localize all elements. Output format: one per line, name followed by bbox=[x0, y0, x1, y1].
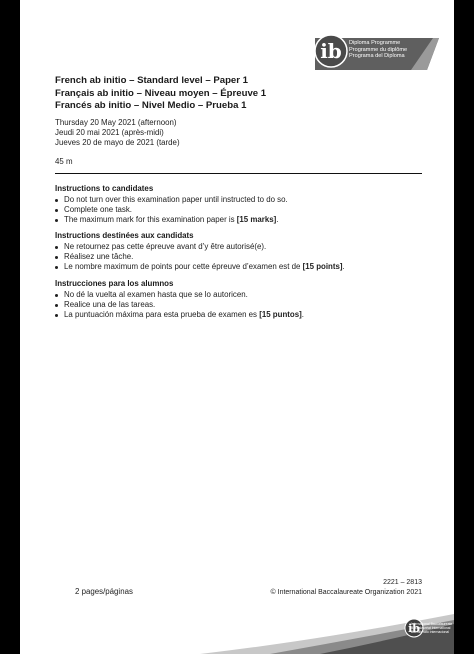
title-es: Francés ab initio – Nivel Medio – Prueba 1 bbox=[55, 100, 247, 112]
instruction-item: Réalisez une tâche. bbox=[55, 252, 435, 262]
max-puntos: [15 puntos] bbox=[259, 310, 302, 319]
org-line-en: International Baccalaureate bbox=[411, 622, 453, 626]
exam-dates bbox=[55, 118, 180, 149]
instruction-item: La puntuación máxima para esta prueba de examen es [15 puntos]. bbox=[55, 310, 435, 320]
date-fr: Jeudi 20 mai 2021 (après-midi) bbox=[55, 128, 164, 138]
instruction-item: No dé la vuelta al examen hasta que se lo autoricen. bbox=[55, 290, 435, 300]
instruction-item: Do not turn over this examination paper until instructed to do so. bbox=[55, 195, 435, 205]
instruction-item: Le nombre maximum de points pour cette épreuve d’examen est de [15 points]. bbox=[55, 262, 435, 272]
paper-code: 2221 – 2813 bbox=[383, 579, 422, 586]
date-en: Thursday 20 May 2021 (afternoon) bbox=[55, 118, 177, 127]
divider bbox=[55, 173, 422, 174]
svg-text:ib: ib bbox=[408, 622, 420, 635]
programme-label bbox=[349, 40, 407, 60]
max-points: [15 points] bbox=[302, 262, 343, 271]
exam-cover-page bbox=[20, 0, 454, 654]
org-line-es: Bachillerato Internacional bbox=[411, 630, 450, 634]
title-fr: Français ab initio – Niveau moyen – Épreuve 1 bbox=[55, 87, 267, 99]
org-label bbox=[411, 622, 452, 634]
title-en: French ab initio – Standard level – Paper 1 bbox=[55, 75, 249, 86]
instructions-heading-es: Instrucciones para los alumnos bbox=[55, 279, 174, 288]
org-line-fr: Baccalauréat International bbox=[411, 626, 451, 630]
instruction-item: Realice una de las tareas. bbox=[55, 300, 435, 310]
page-count: 2 pages/páginas bbox=[75, 587, 133, 596]
copyright: © International Baccalaureate Organization 2021 bbox=[270, 589, 422, 596]
instruction-item: Ne retournez pas cette épreuve avant d’y être autorisé(e). bbox=[55, 242, 435, 252]
instructions-en bbox=[55, 184, 435, 225]
max-marks: [15 marks] bbox=[236, 215, 277, 224]
ib-logo bbox=[314, 34, 348, 68]
instruction-item: The maximum mark for this examination paper is [15 marks]. bbox=[55, 215, 435, 225]
instructions-heading-fr: Instructions destinées aux candidats bbox=[55, 231, 194, 240]
instructions-fr bbox=[55, 231, 435, 272]
svg-text:ib: ib bbox=[320, 39, 342, 63]
instructions-heading-en: Instructions to candidates bbox=[55, 184, 154, 193]
date-es: Jueves 20 de mayo de 2021 (tarde) bbox=[55, 138, 180, 148]
exam-duration: 45 m bbox=[55, 157, 73, 166]
instruction-item: Complete one task. bbox=[55, 205, 435, 215]
programme-line-fr: Programme du diplôme bbox=[349, 46, 408, 53]
programme-line-en: Diploma Programme bbox=[349, 40, 401, 46]
exam-titles bbox=[55, 75, 435, 113]
instructions-es bbox=[55, 279, 435, 320]
programme-line-es: Programa del Diploma bbox=[349, 53, 405, 60]
